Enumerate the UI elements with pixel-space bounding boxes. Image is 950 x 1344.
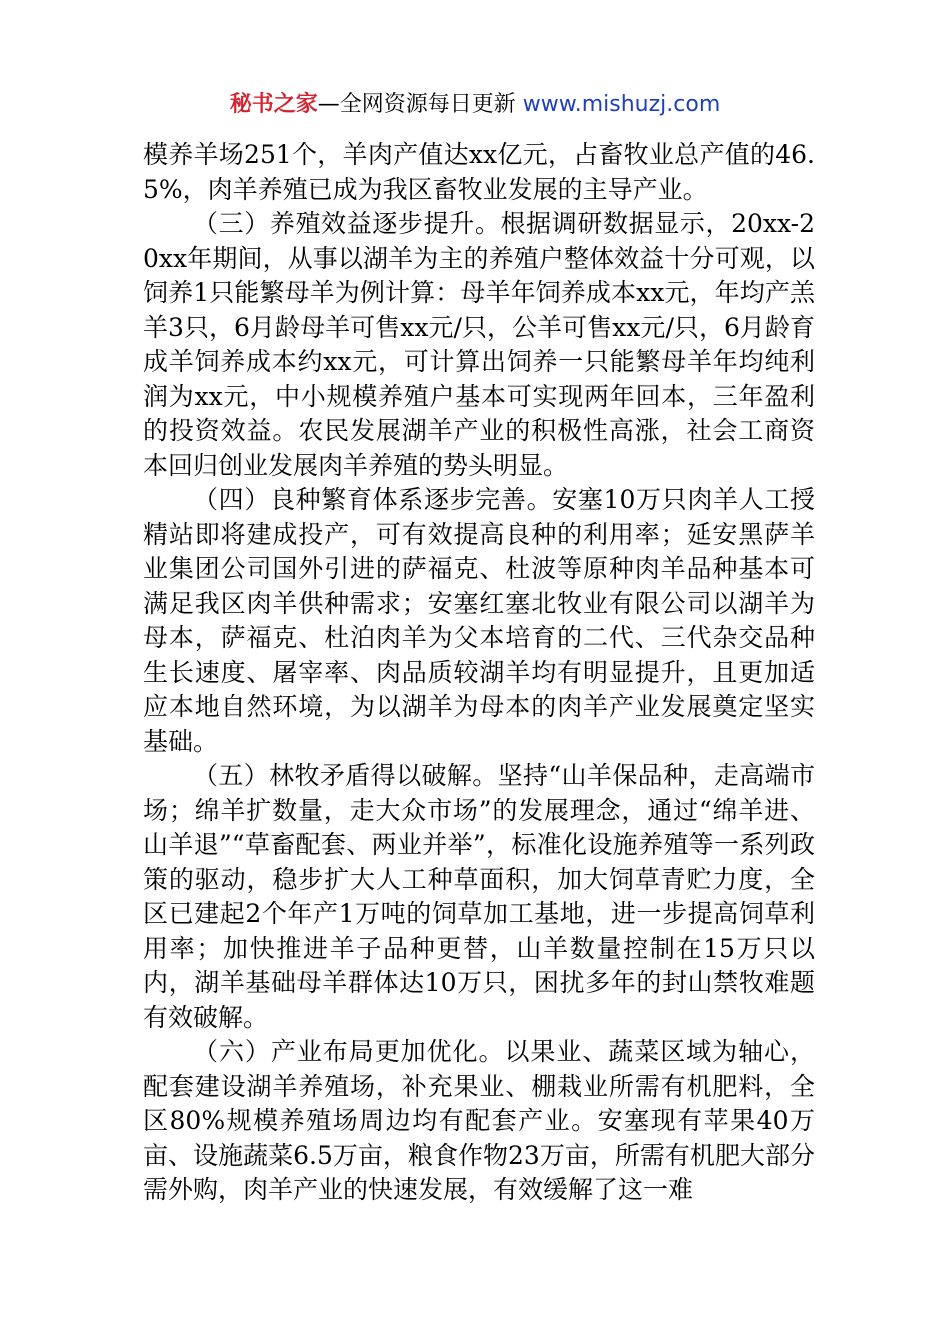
- paragraph-section-5: （五）林牧矛盾得以破解。坚持“山羊保品种，走高端市场；绵羊扩数量，走大众市场”的发展理念，通过“绵羊进、山羊退”“草畜配套、两业并举”，标准化设施养殖等一系列政策的驱动，稳步扩大人工种草面积，加大饲草青贮力度，全区已建起2个年产1万吨的饲草加工基地，进一步提高饲草利用率；加快推进羊子品种更替，山羊数量控制在15万只以内，湖羊基础母羊群体达10万只，困扰多年的封山禁牧难题有效破解。: [143, 761, 815, 1032]
- paragraph-section-3: （三）养殖效益逐步提升。根据调研数据显示，20xx-20xx年期间，从事以湖羊为主的养殖户整体效益十分可观，以饲养1只能繁母羊为例计算：母羊年饲养成本xx元，年均产羔羊3只，6月龄母羊可售xx元/只，公羊可售xx元/只，6月龄育成羊饲养成本约xx元，可计算出饲养一只能繁母羊年均纯利润为xx元，中小规模养殖户基本可实现两年回本，三年盈利的投资效益。农民发展湖羊产业的积极性高涨，社会工商资本回归创业发展肉羊养殖的势头明显。: [143, 209, 815, 480]
- document-body: [143, 138, 815, 1208]
- site-brand: 秘书之家: [229, 92, 318, 117]
- site-url-link[interactable]: www.mishuzj.com: [522, 92, 721, 117]
- paragraph-section-4: （四）良种繁育体系逐步完善。安塞10万只肉羊人工授精站即将建成投产，可有效提高良种的利用率；延安黑萨羊业集团公司国外引进的萨福克、杜波等原种肉羊品种基本可满足我区肉羊供种需求；安塞红塞北牧业有限公司以湖羊为母本，萨福克、杜泊肉羊为父本培育的二代、三代杂交品种生长速度、屠宰率、肉品质较湖羊均有明显提升，且更加适应本地自然环境，为以湖羊为母本的肉羊产业发展奠定坚实基础。: [143, 485, 815, 756]
- header-dash: —: [317, 92, 340, 117]
- site-tagline: 全网资源每日更新: [339, 92, 516, 117]
- paragraph-section-6: （六）产业布局更加优化。以果业、蔬菜区域为轴心，配套建设湖羊养殖场，补充果业、棚栽业所需有机肥料，全区80%规模养殖场周边均有配套产业。安塞现有苹果40万亩、设施蔬菜6.5万亩，粮食作物23万亩，所需有机肥大部分需外购，肉羊产业的快速发展，有效缓解了这一难: [143, 1037, 815, 1204]
- site-header: [0, 88, 950, 122]
- paragraph-continuation: 模养羊场251个，羊肉产值达xx亿元，占畜牧业总产值的46.5%，肉羊养殖已成为我区畜牧业发展的主导产业。: [143, 140, 815, 204]
